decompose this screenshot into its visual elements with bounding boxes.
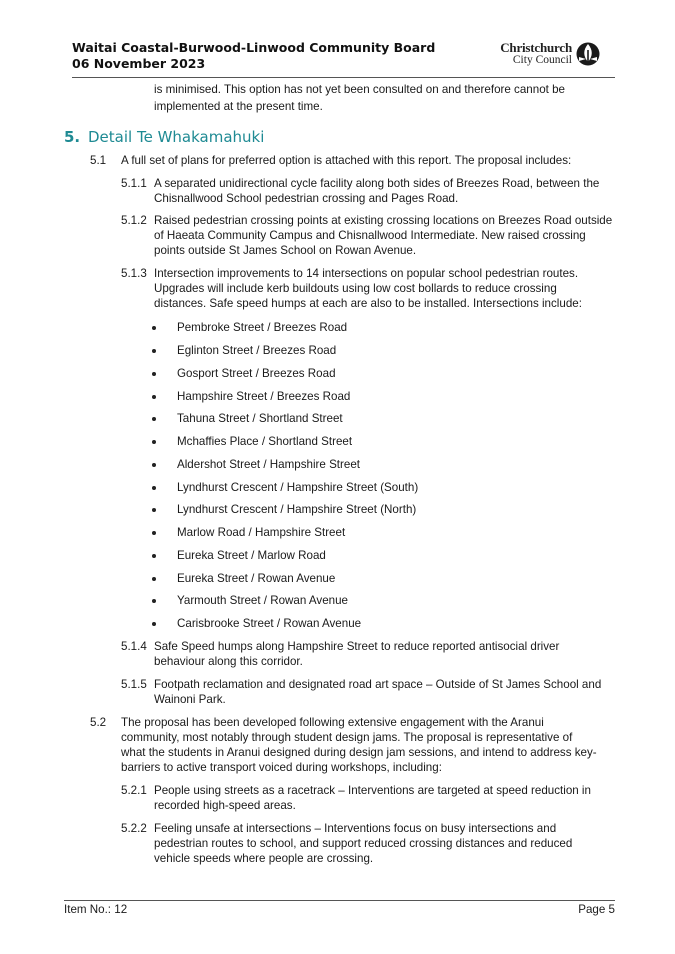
para-text: points outside St James School on Rowan Avenue. xyxy=(154,244,417,257)
list-item: Eureka Street / Rowan Avenue xyxy=(177,572,336,585)
para-text: what the students in Aranui designed during design jam sessions, and intend to address key- xyxy=(121,746,597,759)
para-text: Wainoni Park. xyxy=(154,693,226,706)
para-number: 5.1 xyxy=(90,154,107,167)
para-text: barriers to active transport voiced during workshops, including: xyxy=(121,761,442,774)
list-item: Gosport Street / Breezes Road xyxy=(177,367,336,380)
council-logo xyxy=(490,40,600,70)
header-divider xyxy=(72,77,615,78)
para-number: 5.1.2 xyxy=(121,214,147,227)
list-item: Aldershot Street / Hampshire Street xyxy=(177,458,361,471)
para-text: A full set of plans for preferred option is attached with this report. The proposal includes: xyxy=(121,154,572,167)
section-title: Detail Te Whakamahuki xyxy=(88,128,265,146)
para-text: Raised pedestrian crossing points at existing crossing locations on Breezes Road outside xyxy=(154,214,613,227)
list-item: Lyndhurst Crescent / Hampshire Street (South) xyxy=(177,481,419,494)
para-text: People using streets as a racetrack – Interventions are targeted at speed reduction in xyxy=(154,784,591,797)
logo-text-line2: City Council xyxy=(512,54,572,66)
bullet-icon xyxy=(152,326,156,330)
meeting-date: 06 November 2023 xyxy=(72,56,206,71)
city-council-leaf-icon xyxy=(576,42,600,66)
list-item: Yarmouth Street / Rowan Avenue xyxy=(177,594,349,607)
list-item: Carisbrooke Street / Rowan Avenue xyxy=(177,617,362,630)
bullet-icon xyxy=(152,349,156,353)
bullet-icon xyxy=(152,372,156,376)
para-text: Upgrades will include kerb buildouts using low cost bollards to reduce crossing xyxy=(154,282,557,295)
bullet-icon xyxy=(152,622,156,626)
list-item: Hampshire Street / Breezes Road xyxy=(177,390,351,403)
bullet-icon xyxy=(152,554,156,558)
para-number: 5.2.1 xyxy=(121,784,147,797)
bullet-icon xyxy=(152,463,156,467)
para-text: Intersection improvements to 14 intersections on popular school pedestrian routes. xyxy=(154,267,579,280)
list-item: Tahuna Street / Shortland Street xyxy=(177,412,343,425)
para-text: recorded high-speed areas. xyxy=(154,799,296,812)
list-item: Eureka Street / Marlow Road xyxy=(177,549,326,562)
bullet-icon xyxy=(152,508,156,512)
para-text: distances. Safe speed humps at each are also to be installed. Intersections include: xyxy=(154,297,582,310)
bullet-icon xyxy=(152,577,156,581)
intro-line-1: is minimised. This option has not yet been consulted on and therefore cannot be xyxy=(154,83,565,96)
list-item: Mchaffies Place / Shortland Street xyxy=(177,435,353,448)
para-text: The proposal has been developed following extensive engagement with the Aranui xyxy=(121,716,544,729)
para-text: community, most notably through student design jams. The proposal is representative of xyxy=(121,731,573,744)
para-text: behaviour along this corridor. xyxy=(154,655,303,668)
section-number: 5. xyxy=(64,128,81,146)
para-number: 5.2 xyxy=(90,716,107,729)
bullet-icon xyxy=(152,417,156,421)
bullet-icon xyxy=(152,599,156,603)
list-item: Marlow Road / Hampshire Street xyxy=(177,526,346,539)
list-item: Eglinton Street / Breezes Road xyxy=(177,344,337,357)
para-text: Footpath reclamation and designated road art space – Outside of St James School and xyxy=(154,678,602,691)
bullet-icon xyxy=(152,531,156,535)
para-number: 5.1.1 xyxy=(121,177,147,190)
para-text: Chisnallwood School pedestrian crossing and Pages Road. xyxy=(154,192,459,205)
logo-text-line1: Christchurch xyxy=(500,40,572,55)
para-number: 5.1.5 xyxy=(121,678,147,691)
para-number: 5.2.2 xyxy=(121,822,147,835)
board-name: Waitai Coastal-Burwood-Linwood Community Board xyxy=(72,40,436,55)
bullet-icon xyxy=(152,440,156,444)
page-number: Page 5 xyxy=(578,903,615,916)
item-number: Item No.: 12 xyxy=(64,903,128,916)
footer-divider xyxy=(64,900,615,901)
para-text: Feeling unsafe at intersections – Interventions focus on busy intersections and xyxy=(154,822,557,835)
para-text: vehicle speeds where people are crossing. xyxy=(154,852,374,865)
intro-line-2: implemented at the present time. xyxy=(154,100,323,113)
list-item: Pembroke Street / Breezes Road xyxy=(177,321,348,334)
para-text: pedestrian routes to school, and support reduced crossing distances and reduced xyxy=(154,837,573,850)
para-text: Safe Speed humps along Hampshire Street to reduce reported antisocial driver xyxy=(154,640,560,653)
para-number: 5.1.4 xyxy=(121,640,147,653)
list-item: Lyndhurst Crescent / Hampshire Street (North) xyxy=(177,503,417,516)
bullet-icon xyxy=(152,395,156,399)
para-text: A separated unidirectional cycle facility along both sides of Breezes Road, between the xyxy=(154,177,600,190)
para-text: of Haeata Community Campus and Chisnallwood Intermediate. New raised crossing xyxy=(154,229,586,242)
para-number: 5.1.3 xyxy=(121,267,147,280)
bullet-icon xyxy=(152,486,156,490)
page-header xyxy=(72,40,600,76)
